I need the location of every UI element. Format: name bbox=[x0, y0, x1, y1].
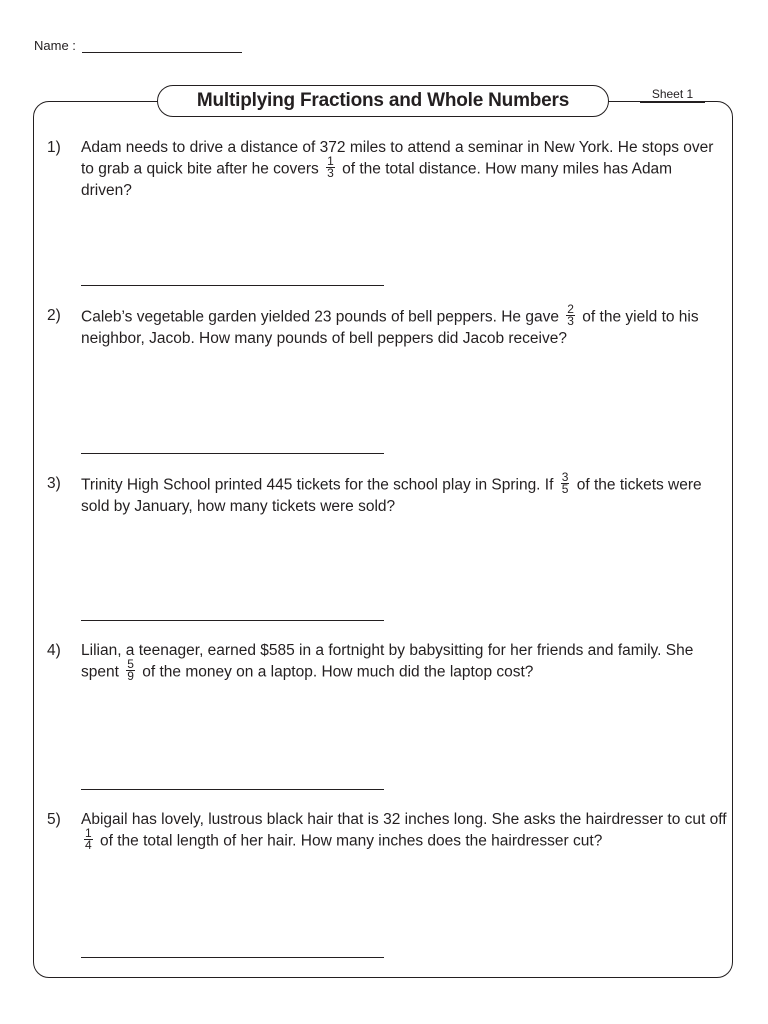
answer-line-3[interactable] bbox=[81, 620, 384, 621]
name-label: Name : bbox=[34, 38, 76, 53]
problem-2 bbox=[47, 302, 727, 349]
problem-text: Adam needs to drive a distance of 372 miles to attend a seminar in New York. He stops over to grab a quick bite after he covers $\frac{1}{3}$ of the total distance. How many miles has Adam driven? bbox=[81, 139, 714, 199]
name-blank-line[interactable] bbox=[82, 38, 242, 53]
answer-line-5[interactable] bbox=[81, 957, 384, 958]
sheet-label: Sheet 1 bbox=[640, 87, 705, 103]
problem-text: Abigail has lovely, lustrous black hair that is 32 inches long. She asks the hairdresser to cut off $\frac{1}{4}$ of the total length of her hair. How many inches does the hairdresser cut? bbox=[81, 811, 727, 852]
problem-number: 3) bbox=[47, 475, 61, 492]
problem-number: 4) bbox=[47, 642, 61, 659]
problem-3 bbox=[47, 470, 727, 517]
problem-number: 2) bbox=[47, 307, 61, 324]
problem-1 bbox=[47, 138, 727, 201]
problem-text: Trinity High School printed 445 tickets for the school play in Spring. If $\frac{3}{5}$ of the tickets were sold by January, how many tickets were sold? bbox=[81, 470, 702, 515]
fraction: $\frac{2}{3}$ bbox=[567, 302, 574, 328]
problem-4 bbox=[47, 641, 727, 684]
problem-text: Caleb’s vegetable garden yielded 23 pounds of bell peppers. He gave $\frac{2}{3}$ of the yield to his neighbor, Jacob. How many pounds of bell peppers did Jacob receive? bbox=[81, 302, 699, 347]
problem-text: Lilian, a teenager, earned $585 in a fortnight by babysitting for her friends and family. She spent $\frac{5}{9}$ of the money on a laptop. How much did the laptop cost? bbox=[81, 642, 694, 683]
answer-line-1[interactable] bbox=[81, 285, 384, 286]
answer-line-2[interactable] bbox=[81, 453, 384, 454]
fraction: $\frac{3}{5}$ bbox=[561, 470, 569, 496]
worksheet-title bbox=[157, 85, 609, 117]
fraction: $\frac{1}{4}$ bbox=[85, 826, 92, 852]
fraction: $\frac{5}{9}$ bbox=[127, 657, 134, 683]
problem-number: 1) bbox=[47, 139, 61, 156]
problem-number: 5) bbox=[47, 811, 61, 828]
problem-5 bbox=[47, 810, 727, 853]
fraction: $\frac{1}{3}$ bbox=[327, 154, 334, 180]
name-field bbox=[34, 38, 242, 53]
answer-line-4[interactable] bbox=[81, 789, 384, 790]
title-text: Multiplying Fractions and Whole Numbers bbox=[196, 90, 570, 111]
